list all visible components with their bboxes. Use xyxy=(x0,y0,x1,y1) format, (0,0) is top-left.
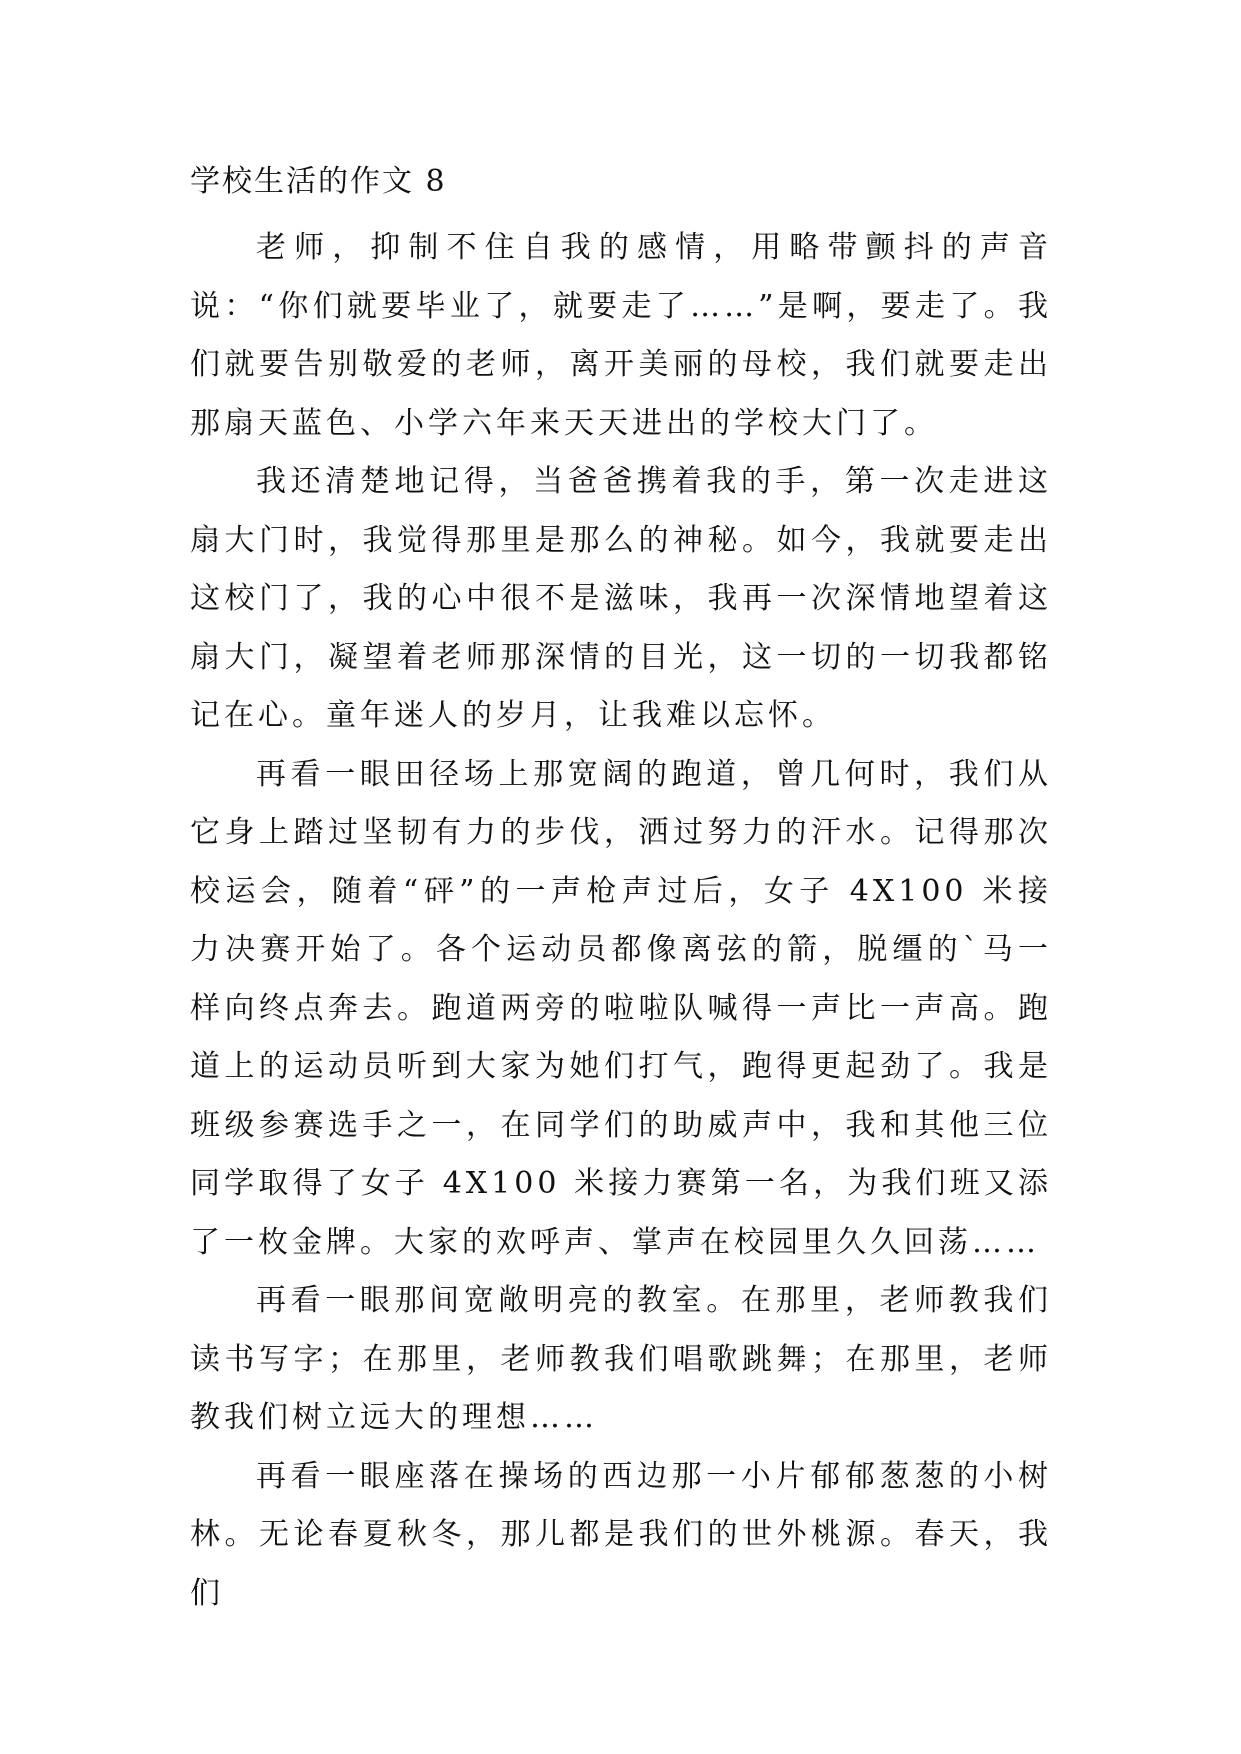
paragraph-2: 我还清楚地记得，当爸爸携着我的手，第一次走进这扇大门时，我觉得那里是那么的神秘。如今，我就要走出这校门了，我的心中很不是滋味，我再一次深情地望着这扇大门，凝望着老师那深情的目光，这一切的一切我都铭记在心。童年迷人的岁月，让我难以忘怀。 xyxy=(190,464,1052,733)
paragraph-5: 再看一眼座落在操场的西边那一小片郁郁葱葱的小树林。无论春夏秋冬，那儿都是我们的世外桃源。春天，我们 xyxy=(190,1458,1052,1611)
paragraph-3: 再看一眼田径场上那宽阔的跑道，曾几何时，我们从它身上踏过坚韧有力的步伐，洒过努力的汗水。记得那次校运会，随着“砰”的一声枪声过后，女子 4X100 米接力决赛开始了。各个运动员都像离弦的箭，脱缰的`马一样向终点奔去。跑道两旁的啦啦队喊得一声比一声高。跑道上的运动员听到大家为她们打气，跑得更起劲了。我是班级参赛选手之一，在同学们的助威声中，我和其他三位同学取得了女子 4X100 米接力赛第一名，为我们班又添了一枚金牌。大家的欢呼声、掌声在校园里久久回荡…… xyxy=(190,756,1052,1260)
document-body xyxy=(190,162,1052,1623)
paragraph-1: 老师，抑制不住自我的感情，用略带颤抖的声音说：“你们就要毕业了，就要走了……”是啊，要走了。我们就要告别敬爱的老师，离开美丽的母校，我们就要走出那扇天蓝色、小学六年来天天进出的学校大门了。 xyxy=(190,230,1052,441)
document-title: 学校生活的作文 8 xyxy=(190,164,447,199)
paragraph-4: 再看一眼那间宽敞明亮的教室。在那里，老师教我们读书写字；在那里，老师教我们唱歌跳舞；在那里，老师教我们树立远大的理想…… xyxy=(190,1283,1052,1435)
